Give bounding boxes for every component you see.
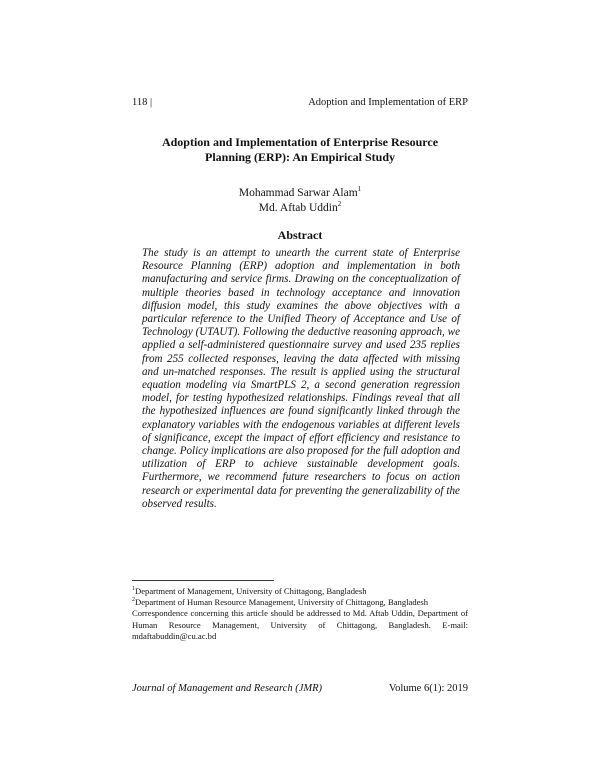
author xyxy=(132,201,468,216)
page-header xyxy=(132,97,468,111)
page-number: 118 | xyxy=(132,97,153,108)
author-name: Mohammad Sarwar Alam xyxy=(238,187,358,199)
running-title: Adoption and Implementation of ERP xyxy=(308,97,468,108)
footnote-marker: 1 xyxy=(132,586,135,593)
abstract-heading: Abstract xyxy=(277,228,323,242)
footnote xyxy=(132,597,468,608)
author-list xyxy=(132,186,468,216)
correspondence-note: Correspondence concerning this article should be addressed to Md. Aftab Uddin, Department of Human Resource Management, University of Chittagong, Bangladesh. E-mail: mdaftabuddin@cu.ac.bd xyxy=(132,608,468,641)
footnote-divider xyxy=(132,580,274,581)
paper-title-line-2: Planning (ERP): An Empirical Study xyxy=(204,150,396,164)
footnote-text: Department of Human Resource Management, University of Chittagong, Bangladesh xyxy=(135,597,429,608)
author-name: Md. Aftab Uddin xyxy=(258,202,338,214)
page-footer xyxy=(132,683,468,697)
abstract-body: The study is an attempt to unearth the current state of Enterprise Resource Planning (ERP) adoption and implementation in both manufacturing and service firms. Drawing on the conceptualization of multiple theories based in technology acceptance and innovation diffusion model, this study examines the above objectives with a particular reference to the Unified Theory of Acceptance and Use of Technology (UTAUT). Following the deductive reasoning approach, we applied a self-administered questionnaire survey and used 235 replies from 255 collected responses, leaving the data affected with missing and un-matched responses. The result is applied using the structural equation modeling via SmartPLS 2, a second generation regression model, for testing hypothesized relationships. Findings reveal that all the hypothesized influences are found significantly linked through the explanatory variables with the endogenous variables at different levels of significance, except the impact of effort efficiency and resistance to change. Policy implications are also proposed for the full adoption and utilization of ERP to achieve sustainable development goals. Furthermore, we recommend future researchers to focus on action research or experimental data for preventing the generalizability of the observed results. xyxy=(142,247,460,510)
footnote xyxy=(132,586,468,597)
author xyxy=(132,186,468,201)
paper-title-line-1: Adoption and Implementation of Enterprise Resource xyxy=(161,135,439,149)
author-affiliation-marker: 1 xyxy=(357,185,362,194)
author-affiliation-marker: 2 xyxy=(337,200,342,209)
volume-info: Volume 6(1): 2019 xyxy=(388,683,468,694)
footnotes xyxy=(132,586,468,642)
journal-name: Journal of Management and Research (JMR) xyxy=(132,683,323,694)
footnote-text: Department of Management, University of Chittagong, Bangladesh xyxy=(135,586,367,596)
footnote-marker: 2 xyxy=(132,597,135,604)
paper-title xyxy=(132,135,468,165)
